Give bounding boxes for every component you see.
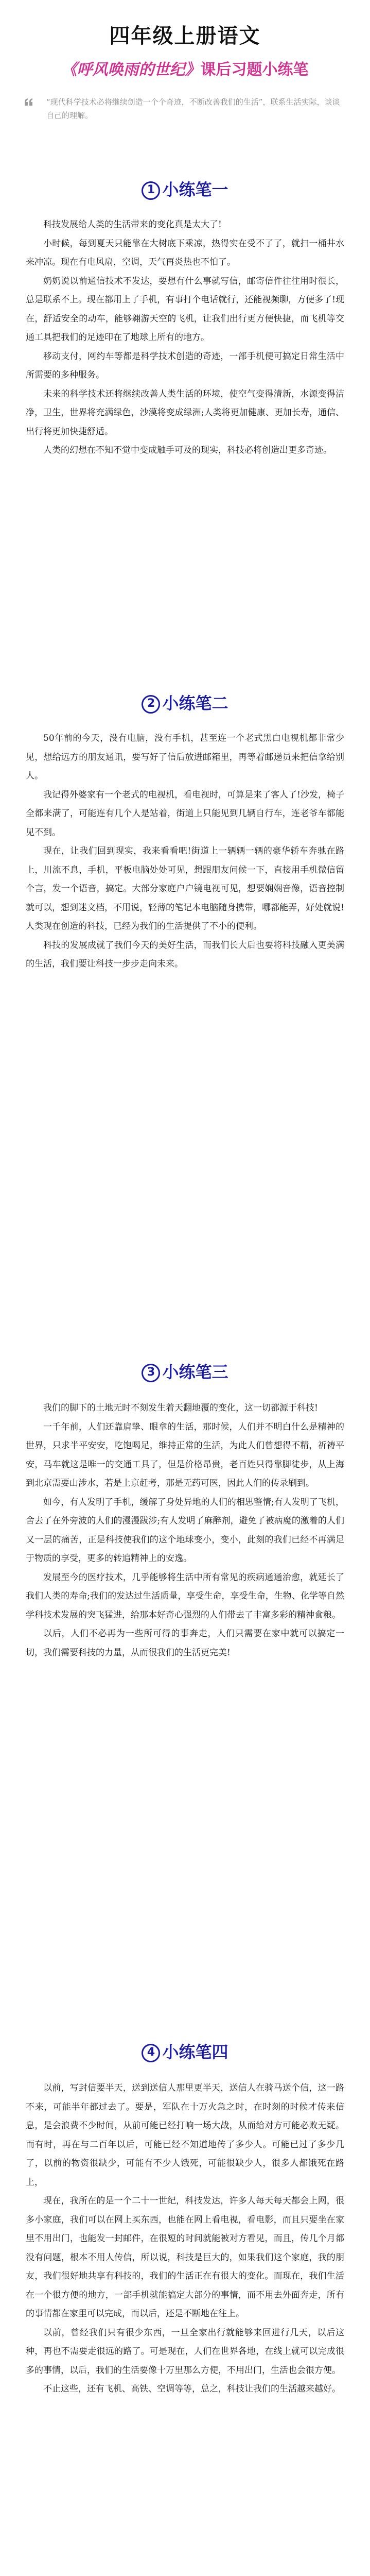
section-body-1	[26, 215, 344, 460]
section-number-3: 3	[142, 1364, 160, 1382]
section-header-1	[0, 178, 370, 201]
section-number-4: 4	[142, 2044, 160, 2062]
paragraph: 以前，写封信要半天，送到送信人那里更半天，送信人在骑马送个信，这一路不来，可能半年都过去了。要是，军队在十万火急之时，在时刻的时候才传来信息，是会浪费不少时间，从前可能已经打响一场大战，从而给对方可能必败无疑。而有时，再在与二百年以后，可能已经不知道地传了多少人。可能已过了多少几了，以前的物资很缺少，可能有不少人饿死，可能很缺少人，很多人都饿死在路上，	[26, 2083, 344, 2188]
paragraph: 以后，人们不必再为一些所可得的事奔走，人们只需要在家中就可以搞定一切，我们需要科技的力量，从而很我们的生活更完美!	[26, 1629, 344, 1658]
section-header-2	[0, 691, 370, 715]
section-body-2	[26, 729, 344, 974]
quote-icon	[25, 98, 33, 106]
paragraph: 50年前的今天，没有电脑，没有手机，甚至连一个老式黑白电视机都非常少见，想给远方的朋友通讯，要写好了信后放进邮箱里，再等着邮递员来把信拿给别人。	[26, 733, 344, 781]
paragraph: 我记得外婆家有一个老式的电视机，看电视时，可算是来了客人了!沙发，椅子全都来满了，可能连有几个人是站着，街道上只能见到几辆自行车，连老爷车都能见不到。	[26, 789, 344, 838]
section-header-3	[0, 1360, 370, 1384]
section-number-1: 1	[142, 181, 160, 200]
page-title: 四年级上册语文	[109, 24, 261, 48]
paragraph: 奶奶说以前通信技术不发达，要想有什么事就写信，邮寄信件往往用时很长，总是联系不上。现在都用上了手机，有事打个电话就行，还能视频聊，方便多了!现在，舒适安全的动车，能够翱游天空的飞机，让我们出行更方便快捷，而飞机等交通工具把我们的足迹印在了地球上所有的地方。	[26, 276, 344, 343]
intro-prompt	[25, 95, 345, 122]
paragraph: 如今，有人发明了手机，缓解了身处异地的人们的相思整情;有人发明了飞机，舍去了在外旁波的人们的漫漫跋涉;有人发明了麻醉剂，避免了被病魔的激着的人们又一层的痛苦，正是科技使我们的这个地球变小，变小，此刻的我们已经不再满足于物质的享受，更多的转追精神上的安逸。	[26, 1497, 344, 1564]
paragraph: 以前，曾经我们只有很少东西，一旦全家出行就能够来回进行几天，以后这种，再也不需要走很远的路了。可是现在，人们在世界各地，在线上就可以完成很多的事情，以后，我们的生活要像十万里那么方便，不用出门，生活也会很方便。	[26, 2327, 344, 2376]
section-label-2: 小练笔二	[162, 693, 228, 713]
paragraph: 现在，我所在的是一个二十一世纪，科技发达，许多人每天每天都会上网，很多小家庭，我们可以在网上买东西，也能在网上看电视，看电影，而且只要坐在家里不用出门，也能发一封邮件，在很短的时间就能被对方看见，而且，传几个月都没有问题，根本不用人传信，所以说，科技是巨大的，如果我们这个家庭，我的朋友，我们很好地共享有科技的，我们的生活正在有很大的变化。而现在，我们生活在一个很方便的地方，一部手机就能搞定大部分的事情，而不用去外面奔走，所有的事情都在家里可以完成，而以后，还是不断地在往上。	[26, 2196, 344, 2319]
section-header-4	[0, 2040, 370, 2064]
paragraph: 小时候，每到夏天只能靠在大树底下乘凉，热得实在受不了了，就扫一桶井水来冲凉。现在有电风扇，空调，天气再炎热也不怕了。	[26, 238, 344, 267]
paragraph: 人类的幻想在不知不觉中变成触手可及的现实，科技必将创造出更多奇迹。	[43, 445, 332, 455]
paragraph: 一千年前，人们还靠肩挚、眼拿的生活，那时候，人们并不明白什么是精神的世界，只求半平安安，吃饱喝足，维持正常的生活，为此人们曾想得不精，祈祷平安，马车就这是唯一的交通工具了，但是价格昂贵，老百姓只得靠脚徒步，从上海到北京需要山涉水，若是上京赶考，那是无药可医，因此人们的传录刷到。	[26, 1421, 344, 1488]
section-number-2: 2	[142, 695, 160, 714]
intro-text: “现代科学技术必将继续创造一个个奇迹，不断改善我们的生活”，联系生活实际，谈谈自己的理解。	[46, 97, 340, 120]
paragraph: 不止这些，还有飞机、高铁、空调等等，总之，科技让我们的生活越来越好。	[43, 2384, 341, 2394]
section-label-4: 小练笔四	[162, 2042, 228, 2062]
paragraph: 科技的发展成就了我们今天的美好生活，而我们长大后也要将科技融入更美满的生活，我们要让科技一步步走向未来。	[26, 940, 344, 969]
section-body-3	[26, 1399, 344, 1662]
section-label-3: 小练笔三	[162, 1362, 228, 1382]
paragraph: 现在，让我们回到现实，我来看看吧!街道上一辆辆一辆的豪华轿车奔驰在路上，川流不息，手机，平板电脑处处可见，想跟朋友问候一下，直接用手机微信留个言，发一个语音，搞定。大部分家庭户户镜电视可见，想要娴娴音像，语音控制就可以，想到迷文档，不用说，轻薄的笔记本电脑随身携带，哪都能弄，好处就说!人类现在创造的科技，已经为我们的生活提供了不小的便利。	[26, 846, 344, 931]
paragraph: 科技发展给人类的生活带来的变化真是太大了!	[43, 219, 222, 230]
paragraph: 我们的脚下的土地无时不刻发生着天翻地覆的变化，这一切都源于科技!	[43, 1403, 318, 1413]
paragraph: 移动支付，网约车等都是科学技术创造的奇迹，一部手机便可搞定日常生活中所需要的多种服务。	[26, 351, 344, 380]
section-label-1: 小练笔一	[162, 180, 228, 199]
subtitle-book-title: 《呼风唤雨的世纪》	[61, 61, 201, 79]
page-subtitle	[0, 57, 370, 79]
paragraph: 未来的科学技术还将继续改善人类生活的环境，使空气变得清新，水源变得洁净，卫生，世界将充满绿色，沙漠将变成绿洲;人类将更加健康、更加长寿，通信、出行将更加快捷舒适。	[26, 388, 344, 437]
subtitle-rest: 课后习题小练笔	[200, 61, 309, 79]
paragraph: 发展至今的医疗技术，几乎能够将生活中所有常见的疾病通通治愈，就延长了我们人类的寿命;我们的发达过生活质量，享受生命，享受生命，生物、化学等自然学科技术发展的突飞猛进，给那本好奇心强烈的人们带去了丰富多彩的精神食粮。	[26, 1572, 344, 1620]
section-body-4	[26, 2079, 344, 2399]
